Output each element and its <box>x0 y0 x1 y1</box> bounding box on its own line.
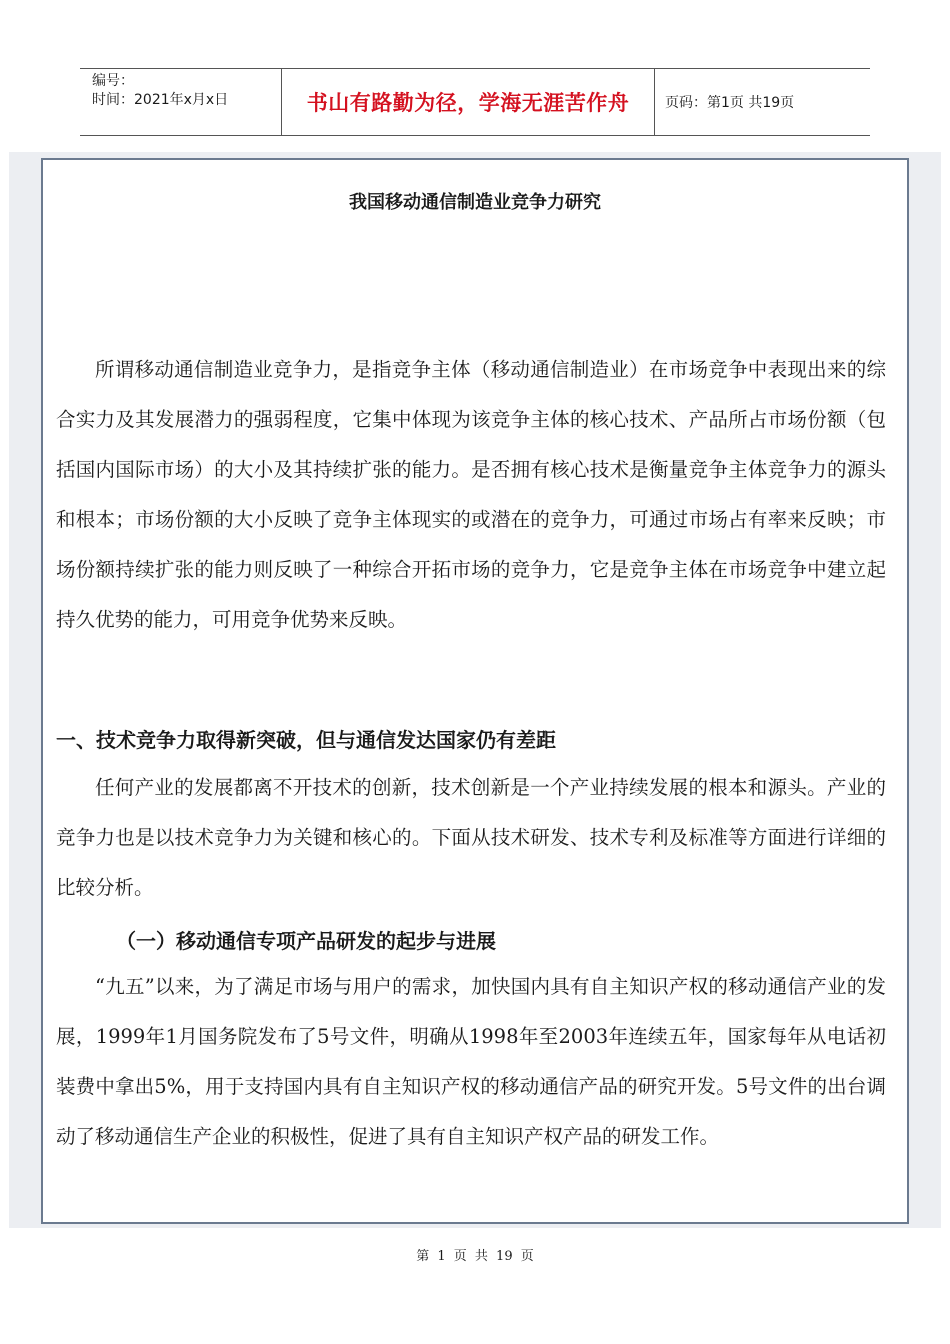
header-page-info <box>655 69 870 135</box>
intro-paragraph: 所谓移动通信制造业竞争力，是指竞争主体（移动通信制造业）在市场竞争中表现出来的综合实力及其发展潜力的强弱程度，它集中体现为该竞争主体的核心技术、产品所占市场份额（包括国内国际市场）的大小及其持续扩张的能力。是否拥有核心技术是衡量竞争主体竞争力的源头和根本；市场份额的大小反映了竞争主体现实的或潜在的竞争力，可通过市场占有率来反映；市场份额持续扩张的能力则反映了一种综合开拓市场的竞争力，它是竞争主体在市场竞争中建立起持久优势的能力，可用竞争优势来反映。 <box>56 358 886 631</box>
number-label: 编号： <box>92 73 134 89</box>
subsection-paragraph-1: “九五”以来，为了满足市场与用户的需求，加快国内具有自主知识产权的移动通信产业的发展，1999年1月国务院发布了5号文件，明确从1998年至2003年连续五年，国家每年从电话初装费中拿出5%，用于支持国内具有自主知识产权的移动通信产品的研究开发。5号文件的出台调动了移动通信生产企业的积极性，促进了具有自主知识产权产品的研发工作。 <box>56 975 886 1148</box>
document-title: 我国移动通信制造业竞争力研究 <box>349 192 601 213</box>
section-heading-1: 一、技术竞争力取得新突破，但与通信发达国家仍有差距 <box>56 728 556 752</box>
page-info-text: 页码：第1页 共19页 <box>665 95 795 111</box>
header-meta <box>80 69 281 135</box>
header-motto-cell <box>281 69 655 135</box>
page-footer: 第 1 页 共 19 页 <box>416 1249 534 1264</box>
motto-text: 书山有路勤为径，学海无涯苦作舟 <box>306 91 630 115</box>
header-table <box>80 68 870 136</box>
section-paragraph-1: 任何产业的发展都离不开技术的创新，技术创新是一个产业持续发展的根本和源头。产业的竞争力也是以技术竞争力为关键和核心的。下面从技术研发、技术专利及标准等方面进行详细的比较分析。 <box>56 776 886 899</box>
subsection-heading-1: （一）移动通信专项产品研发的起步与进展 <box>116 929 496 953</box>
time-label: 时间：2021年x月x日 <box>92 92 229 108</box>
